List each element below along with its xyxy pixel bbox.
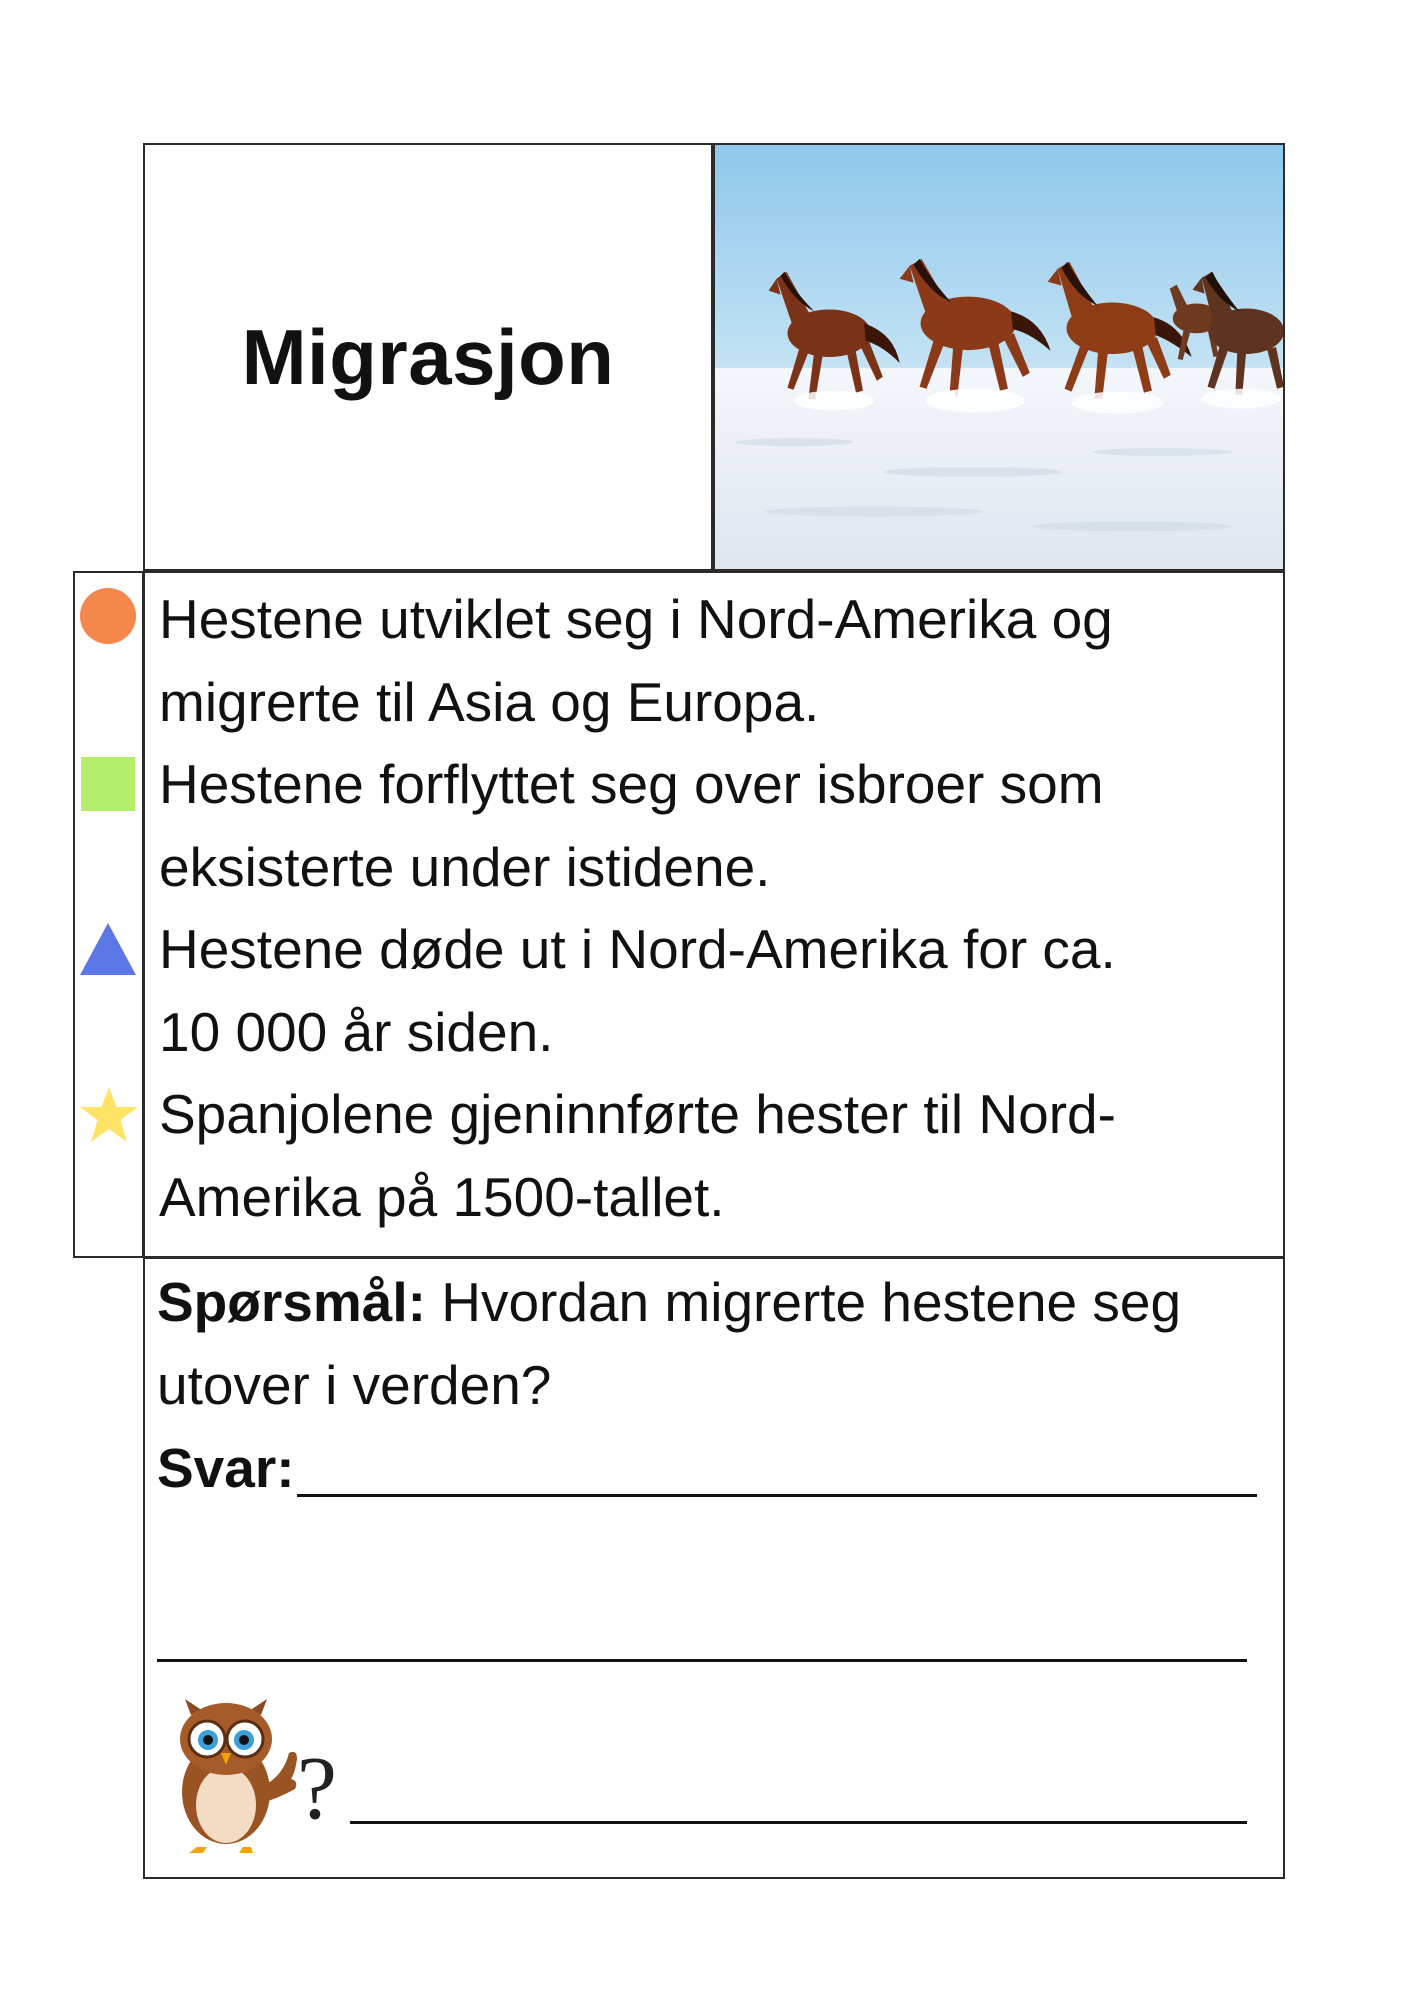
fact-4 <box>159 1073 1263 1239</box>
fact-3 <box>159 908 1263 1074</box>
question-text-2: utover i verden? <box>157 1354 552 1416</box>
answer-label: Svar: <box>157 1437 295 1499</box>
title-cell <box>143 143 713 571</box>
question-label: Spørsmål: <box>157 1271 426 1333</box>
fact-4-line-2: Amerika på 1500-tallet. <box>159 1166 725 1228</box>
yellow-star-icon <box>78 1085 140 1145</box>
green-square-icon <box>81 757 135 811</box>
facts-cell <box>143 571 1285 1258</box>
fact-2-line-2: eksisterte under istidene. <box>159 836 771 898</box>
answer-rule-2[interactable] <box>157 1659 1247 1662</box>
orange-circle-icon <box>78 586 138 646</box>
page-title: Migrasjon <box>241 312 615 401</box>
fact-1 <box>159 578 1263 744</box>
horses-in-snow-photo <box>715 145 1283 569</box>
blue-triangle-icon <box>78 921 138 977</box>
fact-3-line-2: 10 000 år siden. <box>159 1001 554 1063</box>
answer-line <box>157 1427 295 1510</box>
fact-4-line-1: Spanjolene gjeninnførte hester til Nord- <box>159 1083 1116 1145</box>
horses-photo <box>713 143 1285 571</box>
owl-question-mark: ? <box>297 1739 337 1838</box>
question-line-1 <box>157 1261 1181 1344</box>
fact-1-line-2: migrerte til Asia og Europa. <box>159 671 820 733</box>
fact-2 <box>159 743 1263 909</box>
fact-1-line-1: Hestene utviklet seg i Nord-Amerika og <box>159 588 1113 650</box>
marker-column <box>73 571 144 1258</box>
question-cell <box>143 1257 1285 1879</box>
owl-thumbs-up-icon <box>163 1697 301 1857</box>
question-text-1: Hvordan migrerte hestene seg <box>425 1271 1182 1333</box>
owl-answer-rule[interactable] <box>350 1821 1247 1824</box>
answer-rule-1[interactable] <box>297 1494 1257 1497</box>
fact-2-line-1: Hestene forflyttet seg over isbroer som <box>159 753 1104 815</box>
fact-3-line-1: Hestene døde ut i Nord-Amerika for ca. <box>159 918 1116 980</box>
